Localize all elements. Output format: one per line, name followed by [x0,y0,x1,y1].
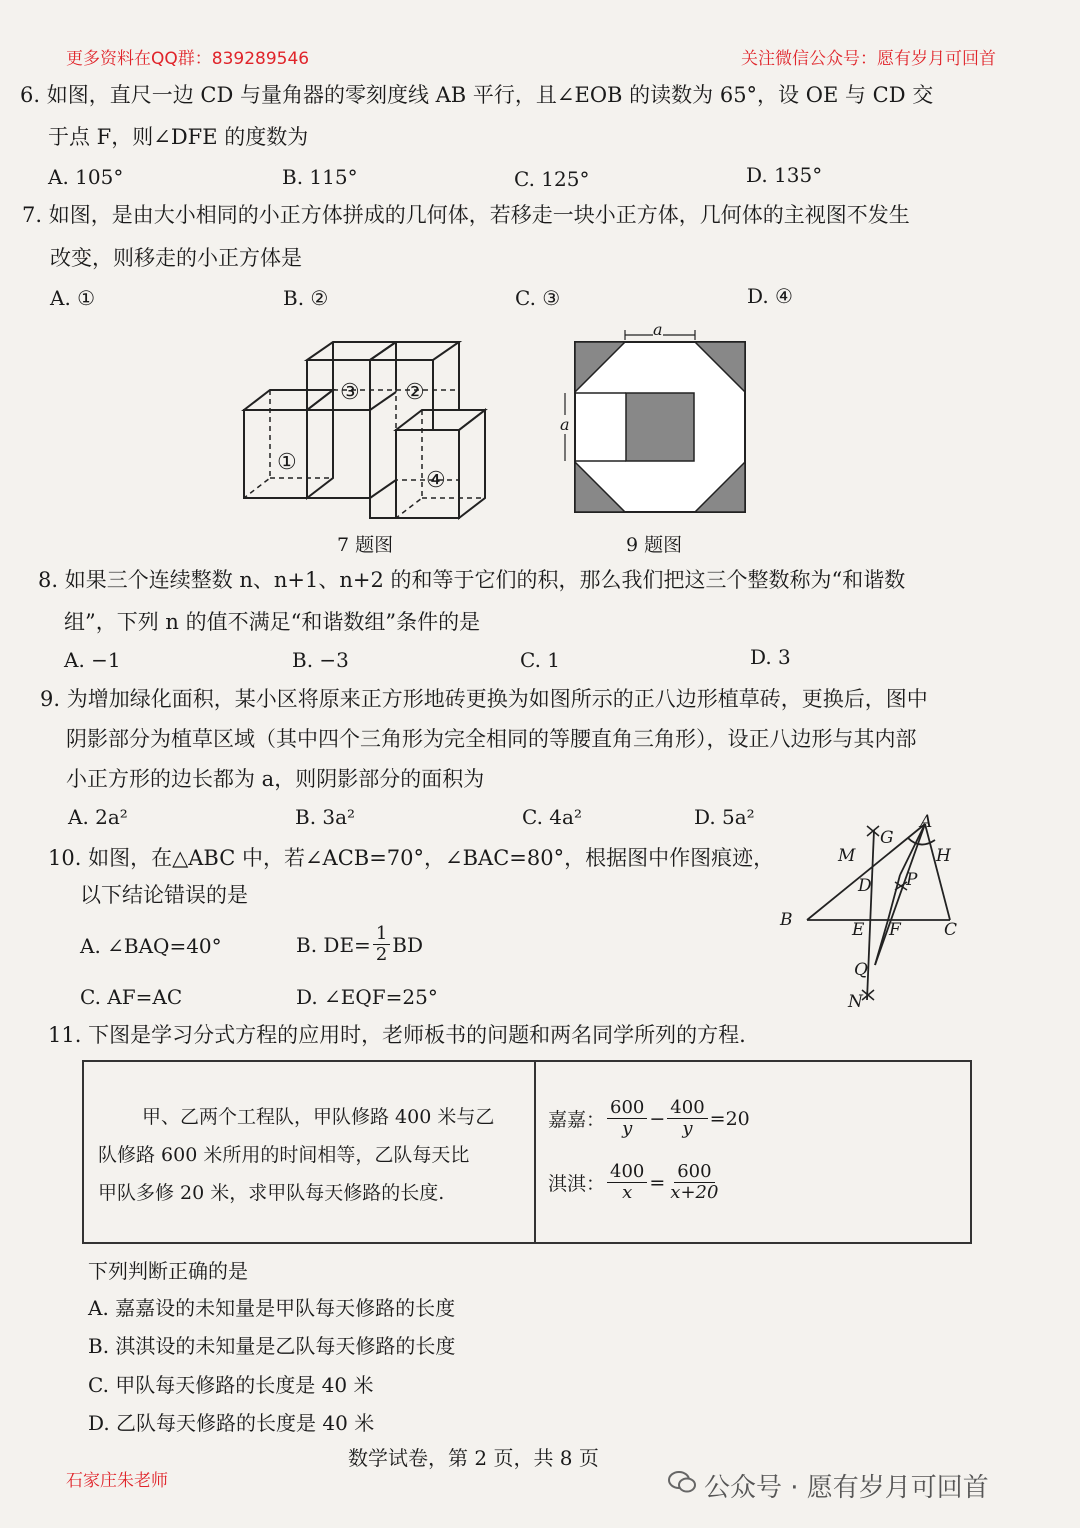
q10-option-b-suffix: BD [392,932,423,957]
qiqi-operator: = [649,1171,666,1194]
q6-option-a: A. 105° [48,165,124,189]
jiajia-rhs: =20 [709,1107,750,1130]
jiajia-fraction-1 [607,1098,647,1139]
q10-option-d: D. ∠EQF=25° [296,985,438,1009]
q8-line1: 8. 如果三个连续整数 n、n+1、n+2 的和等于它们的积，那么我们把这三个整数称为“和谐数 [38,568,906,592]
qiqi-fraction-1 [607,1162,647,1203]
fig10-label-q: Q [854,960,868,980]
q7-option-b: B. ② [283,286,329,310]
fig10-label-f: F [889,920,901,940]
problem-line-1: 甲、乙两个工程队，甲队修路 400 米与乙 [142,1106,495,1128]
fig10-label-p: P [906,870,918,890]
q10-option-b-denominator: 2 [375,944,388,965]
figure-9-octagon [555,322,755,522]
q9-option-a: A. 2a² [68,805,128,829]
qiqi-num-1: 400 [607,1162,647,1183]
header-right: 关注微信公众号：愿有岁月可回首 [741,49,996,69]
q10-option-a: A. ∠BAQ=40° [80,934,222,958]
q6-option-b: B. 115° [282,165,358,189]
fig10-label-b: B [780,910,793,930]
footer-watermark: 公众号 · 愿有岁月可回首 [704,1473,989,1503]
q10-option-c: C. AF=AC [80,985,183,1009]
q6-option-d: D. 135° [746,163,823,187]
qiqi-num-2: 600 [674,1162,714,1183]
q11-board [82,1060,972,1244]
q11-prompt: 下列判断正确的是 [88,1259,248,1283]
q8-line2: 组”，下列 n 的值不满足“和谐数组”条件的是 [64,610,481,634]
q6-line2: 于点 F，则∠DFE 的度数为 [48,125,309,149]
jiajia-den-1: y [622,1118,633,1139]
fig10-label-h: H [936,846,951,866]
q10-option-b-prefix: B. DE= [296,932,371,957]
qiqi-label: 淇淇： [548,1173,606,1195]
fig10-label-a: A [920,812,933,832]
q8-option-a: A. −1 [64,648,121,672]
jiajia-equation [548,1098,750,1139]
q11-option-c: C. 甲队每天修路的长度是 40 米 [88,1373,374,1397]
q9-option-c: C. 4a² [522,805,582,829]
q11-line1: 11. 下图是学习分式方程的应用时，老师板书的问题和两名同学所列的方程. [48,1023,746,1047]
q7-option-a: A. ① [50,286,96,310]
q10-line1: 10. 如图，在△ABC 中，若∠ACB=70°，∠BAC=80°，根据图中作图痕迹， [48,846,775,870]
q7-option-c: C. ③ [515,286,561,310]
page-number: 数学试卷，第 2 页，共 8 页 [348,1446,599,1470]
figure-7-cubes [230,330,510,530]
qiqi-den-1: x [622,1182,633,1203]
qiqi-den-2: x+20 [670,1182,719,1203]
fig9-label-top: a [653,320,663,339]
qiqi-fraction-2 [667,1162,721,1203]
q7-option-d: D. ④ [747,284,793,308]
jiajia-den-2: y [682,1118,693,1139]
fig10-label-e: E [852,920,865,940]
q11-option-b: B. 淇淇设的未知量是乙队每天修路的长度 [88,1334,456,1358]
q8-option-d: D. 3 [750,645,791,669]
wechat-icon [668,1470,696,1494]
problem-line-3: 甲队多修 20 米，求甲队每天修路的长度. [98,1182,445,1204]
figure-9-caption: 9 题图 [626,534,683,556]
problem-line-2: 队修路 600 米所用的时间相等，乙队每天比 [98,1144,470,1166]
q8-option-b: B. −3 [292,648,349,672]
q6-option-c: C. 125° [514,167,590,191]
jiajia-operator: − [649,1107,666,1130]
q9-option-d: D. 5a² [694,805,755,829]
cube-label-3: ③ [340,380,360,405]
cube-label-1: ① [277,450,297,475]
jiajia-fraction-2 [667,1098,707,1139]
board-divider [534,1062,536,1242]
q10-option-b-fraction [373,924,390,965]
q8-option-c: C. 1 [520,648,561,672]
header-left: 更多资料在QQ群：839289546 [66,49,310,69]
fig10-label-d: D [858,876,872,896]
qiqi-equation [548,1162,723,1203]
q11-option-a: A. 嘉嘉设的未知量是甲队每天修路的长度 [88,1296,456,1320]
q7-line2: 改变，则移走的小正方体是 [50,246,302,270]
q10-line2: 以下结论错误的是 [80,883,248,907]
q7-line1: 7. 如图，是由大小相同的小正方体拼成的几何体，若移走一块小正方体，几何体的主视图不发生 [22,203,910,227]
cube-label-2: ② [405,380,425,405]
q9-line2: 阴影部分为植草区域（其中四个三角形为完全相同的等腰直角三角形），设正八边形与其内部 [66,727,917,751]
jiajia-num-2: 400 [667,1098,707,1119]
q10-option-b-numerator: 1 [373,924,390,945]
jiajia-label: 嘉嘉： [548,1109,606,1131]
fig10-label-m: M [838,846,856,866]
q11-option-d: D. 乙队每天修路的长度是 40 米 [88,1411,375,1435]
q9-line1: 9. 为增加绿化面积，某小区将原来正方形地砖更换为如图所示的正八边形植草砖，更换后，图中 [40,687,928,711]
jiajia-num-1: 600 [607,1098,647,1119]
fig9-label-left: a [560,415,570,434]
q9-option-b: B. 3a² [295,805,356,829]
footer-left: 石家庄朱老师 [66,1471,168,1491]
fig10-label-g: G [880,828,894,848]
figure-7-caption: 7 题图 [337,534,394,556]
q9-line3: 小正方形的边长都为 a，则阴影部分的面积为 [66,767,485,791]
figure-10-triangle [775,810,975,1015]
fig10-label-c: C [944,920,958,940]
cube-label-4: ④ [426,468,446,493]
fig10-label-n: N [848,992,863,1012]
q10-option-b [296,924,423,965]
q6-line1: 6. 如图，直尺一边 CD 与量角器的零刻度线 AB 平行，且∠EOB 的读数为 65°，设 OE 与 CD 交 [20,83,934,107]
